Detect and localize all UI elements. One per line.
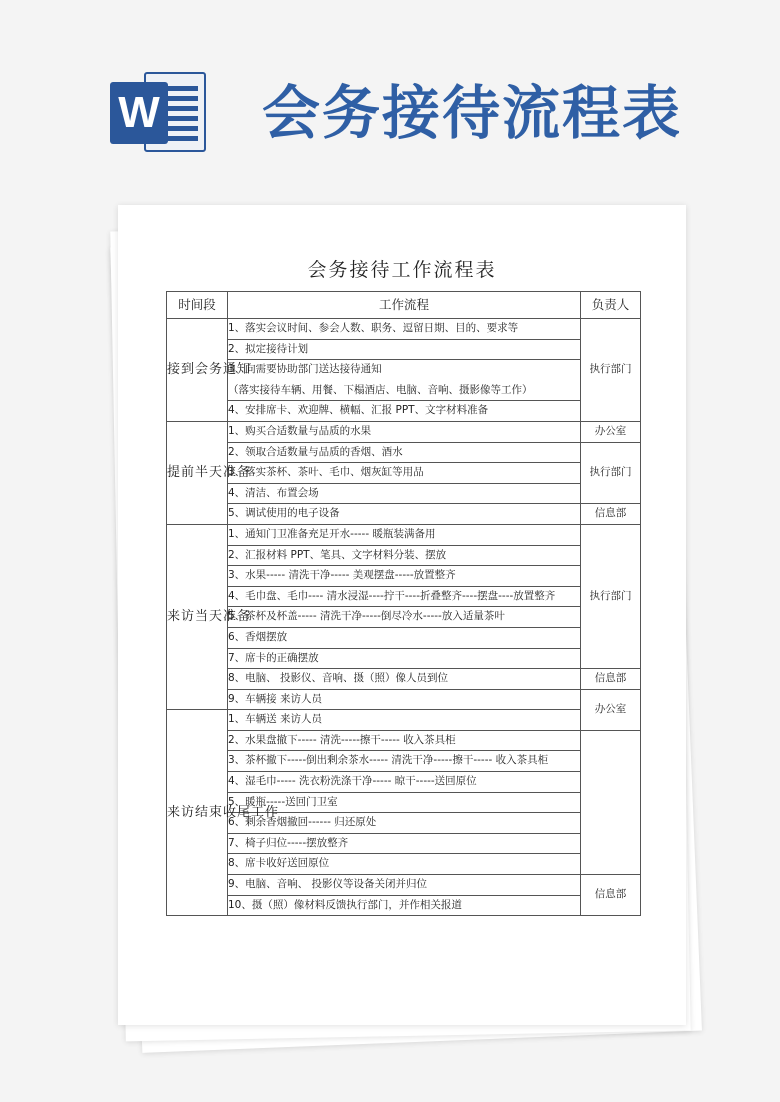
process-step-cell: 3、向需要协助部门送达接待通知	[228, 360, 581, 381]
process-step-cell: 1、车辆送 来访人员	[228, 710, 581, 731]
table-row	[167, 648, 641, 669]
owner-cell: 信息部	[581, 504, 641, 525]
process-step-cell: 5、茶杯及杯盖----- 清洗干净-----倒尽冷水-----放入适量茶叶	[228, 607, 581, 628]
table-row	[167, 463, 641, 484]
process-step-cell: 6、香烟摆放	[228, 627, 581, 648]
header-period: 时间段	[167, 292, 228, 319]
process-step-cell: 7、席卡的正确摆放	[228, 648, 581, 669]
table-row	[167, 854, 641, 875]
table-row	[167, 483, 641, 504]
table-row	[167, 833, 641, 854]
table-row	[167, 607, 641, 628]
table-row	[167, 895, 641, 916]
owner-cell: 执行部门	[581, 524, 641, 668]
document-title: 会务接待工作流程表	[307, 259, 497, 281]
process-step-cell: 3、落实茶杯、茶叶、毛巾、烟灰缸等用品	[228, 463, 581, 484]
process-step-cell: 1、通知门卫准备充足开水----- 暖瓶装满备用	[228, 524, 581, 545]
process-step-cell: 2、拟定接待计划	[228, 339, 581, 360]
process-step-cell: 4、毛巾盘、毛巾---- 清水浸湿----拧干----折叠整齐----摆盘----放置整齐	[228, 586, 581, 607]
process-step-cell: 9、电脑、音响、 投影仪等设备关闭并归位	[228, 875, 581, 896]
process-step-cell: 3、水果----- 清洗干净----- 美观摆盘-----放置整齐	[228, 566, 581, 587]
word-logo-icon	[110, 68, 208, 156]
document-page	[118, 205, 686, 1025]
owner-cell: 信息部	[581, 875, 641, 916]
table-row	[167, 792, 641, 813]
table-row	[167, 545, 641, 566]
process-step-cell: 2、水果盘撤下----- 清洗-----擦干----- 收入茶具柜	[228, 730, 581, 751]
process-step-cell: 4、湿毛巾----- 洗衣粉洗涤干净----- 晾干-----送回原位	[228, 772, 581, 793]
process-step-cell: 2、汇报材料 PPT、笔具、文字材料分装、摆放	[228, 545, 581, 566]
header-process: 工作流程	[228, 292, 581, 319]
table-row	[167, 504, 641, 525]
process-table	[166, 291, 641, 916]
table-row	[167, 421, 641, 442]
table-row	[167, 669, 641, 690]
process-step-cell: 3、茶杯撤下-----倒出剩余茶水----- 清洗干净-----擦干----- 收入茶具柜	[228, 751, 581, 772]
table-row	[167, 380, 641, 401]
process-step-cell: 2、领取合适数量与品质的香烟、酒水	[228, 442, 581, 463]
table-row	[167, 566, 641, 587]
table-row	[167, 730, 641, 751]
process-step-cell: 9、车辆接 来访人员	[228, 689, 581, 710]
period-cell: 接到会务通知	[167, 319, 228, 422]
period-cell: 提前半天准备	[167, 421, 228, 524]
table-header-row	[167, 292, 641, 319]
owner-cell: 办公室	[581, 689, 641, 730]
period-cell: 来访当天准备	[167, 524, 228, 709]
table-row	[167, 710, 641, 731]
table-row	[167, 772, 641, 793]
process-step-cell: 7、椅子归位-----摆放整齐	[228, 833, 581, 854]
process-step-cell: 1、落实会议时间、参会人数、职务、逗留日期、目的、要求等	[228, 319, 581, 340]
table-row	[167, 524, 641, 545]
process-step-cell: 4、安排席卡、欢迎牌、横幅、汇报 PPT、文字材料准备	[228, 401, 581, 422]
owner-cell: 办公室	[581, 421, 641, 442]
table-row	[167, 319, 641, 340]
process-step-cell: 5、调试使用的电子设备	[228, 504, 581, 525]
process-step-cell: 6、剩余香烟撤回------ 归还原处	[228, 813, 581, 834]
banner-title: 会务接待流程表	[262, 79, 683, 147]
process-step-cell: 10、摄（照）像材料反馈执行部门，并作相关报道	[228, 895, 581, 916]
process-step-cell: 1、购买合适数量与品质的水果	[228, 421, 581, 442]
owner-cell: 信息部	[581, 669, 641, 690]
process-step-cell: （落实接待车辆、用餐、下榻酒店、电脑、音响、摄影像等工作）	[228, 380, 581, 401]
header-owner: 负责人	[581, 292, 641, 319]
process-step-cell: 4、清洁、布置会场	[228, 483, 581, 504]
table-row	[167, 813, 641, 834]
table-body	[167, 319, 641, 916]
process-step-cell: 5、暖瓶-----送回门卫室	[228, 792, 581, 813]
table-row	[167, 339, 641, 360]
process-step-cell: 8、席卡收好送回原位	[228, 854, 581, 875]
table-row	[167, 401, 641, 422]
word-logo-letter: W	[110, 82, 168, 144]
period-cell: 来访结束收尾工作	[167, 710, 228, 916]
table-row	[167, 875, 641, 896]
table-row	[167, 360, 641, 381]
table-row	[167, 751, 641, 772]
process-step-cell: 8、电脑、 投影仪、音响、摄（照）像人员到位	[228, 669, 581, 690]
table-row	[167, 586, 641, 607]
table-row	[167, 627, 641, 648]
owner-cell: 执行部门	[581, 319, 641, 422]
table-row	[167, 689, 641, 710]
owner-cell: 执行部门	[581, 442, 641, 504]
table-row	[167, 442, 641, 463]
